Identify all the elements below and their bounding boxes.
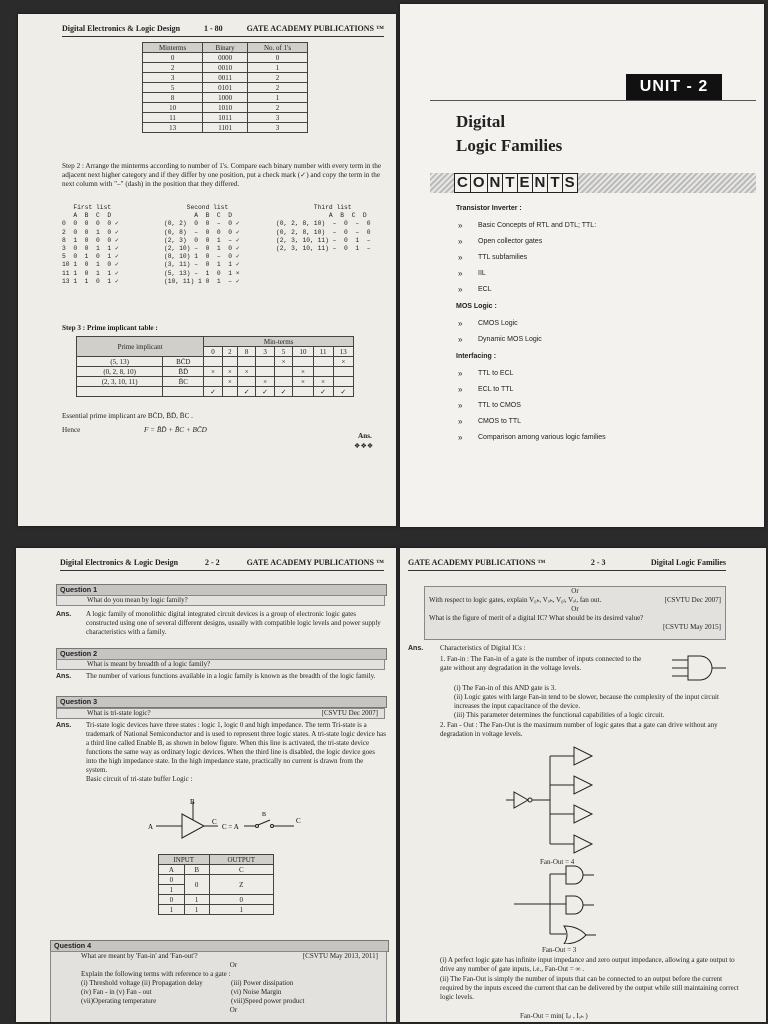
table-row: [143, 83, 308, 93]
buffer-gate: [574, 805, 592, 823]
fan-in-point-iii: (iii) This parameter determines the functional capabilities of a logic circuit.: [454, 711, 665, 719]
question-alt-a-source: [CSVTU Dec 2007]: [664, 596, 721, 604]
basic-circuit-caption: Basic circuit of tri-state buffer Logic :: [86, 775, 193, 783]
divider: [430, 100, 756, 101]
fan-in-definition: 1. Fan-in : The Fan-in of a gate is the number of inputs connected to the gate without any degradation in the voltage levels.: [440, 655, 642, 672]
toc-section-title: MOS Logic :: [456, 303, 497, 310]
pit-row: [77, 357, 354, 367]
contents-letter: E: [518, 173, 533, 193]
pit-mark: [313, 367, 333, 377]
third-list: Third list A B C D (0, 2, 8, 10) – 0 – 0 (0, 2, 8, 10) – 0 – 0 (2, 3, 10, 11) – 0 1 – (2, 3, 10, 11) – 0 1 –: [276, 204, 371, 253]
question-4-question: What are meant by 'Fan-in' and 'Fan-out'?: [81, 952, 198, 960]
pit-term: BC̄D: [163, 357, 204, 367]
toc-item: » TTL subfamilies: [456, 250, 756, 266]
enable-b-label: B: [190, 798, 195, 806]
switch-b-label: B: [262, 812, 267, 818]
pit-mark: ✓: [274, 387, 292, 397]
truth-cell: 0: [209, 895, 273, 905]
page-header: [408, 558, 726, 571]
header-book-title: Digital Electronics & Logic Design: [60, 558, 179, 567]
question-3-source: [CSVTU Dec 2007]: [321, 709, 378, 717]
header-page-number: 2 - 2: [204, 558, 220, 567]
toc-item: » Dynamic MOS Logic: [456, 332, 756, 348]
truth-subheader-row: [159, 865, 274, 875]
or-separator: Or: [571, 587, 579, 595]
table-cell: 0011: [203, 73, 248, 83]
contents-letter: O: [471, 173, 488, 193]
table-row: [143, 73, 308, 83]
pit-mark: [313, 357, 333, 367]
truth-cell: 1: [159, 905, 185, 915]
answer-label: Ans.: [56, 673, 72, 680]
truth-header-row: [159, 855, 274, 865]
column-header: Binary: [203, 43, 248, 53]
question-alt-b-source: [CSVTU May 2015]: [663, 623, 721, 631]
pit-mark: ✓: [204, 387, 222, 397]
answer-label-text: Ans.: [408, 645, 424, 652]
table-cell: 8: [143, 93, 203, 103]
contents-heading: [454, 173, 578, 193]
page-header: [60, 558, 384, 571]
fan-out-point-i: (i) A perfect logic gate has infinite input impedance and zero output impedance, allowing a gate output to drive any number of gate inputs, i.e., Fan-Out = ∞ .: [440, 956, 735, 973]
contents-letter: N: [488, 173, 504, 193]
answer-2: [56, 672, 386, 681]
pit-mark: [274, 367, 292, 377]
table-cell: 5: [143, 83, 203, 93]
pit-mark: ×: [222, 367, 237, 377]
page-2-3: [400, 548, 766, 1022]
table-row: [143, 103, 308, 113]
toc-item: » ECL to TTL: [456, 382, 756, 398]
pit-minterm-group: (5, 13): [77, 357, 163, 367]
pit-mark: ×: [237, 367, 255, 377]
question-1-bar: Question 1: [56, 584, 387, 596]
pit-mark: [237, 377, 255, 387]
pit-column: 2: [222, 347, 237, 357]
pit-mark: ×: [204, 367, 222, 377]
pit-header-row: [77, 337, 354, 347]
table-cell: 3: [248, 113, 308, 123]
answer-1: [56, 610, 386, 637]
characteristics-heading: Characteristics of Digital ICs :: [440, 644, 526, 652]
terms-column-2: [231, 979, 304, 1006]
ornament: ❖❖❖: [354, 442, 374, 450]
pit-minterm-group: (2, 3, 10, 11): [77, 377, 163, 387]
pit-column: 11: [313, 347, 333, 357]
pit-mark: ×: [333, 357, 353, 367]
toc-section-title: Transistor Inverter :: [456, 205, 522, 212]
final-formula: F = B̄D̄ + B̄C + BC̄D: [144, 426, 207, 434]
pit-column: 8: [237, 347, 255, 357]
table-cell: 1011: [203, 113, 248, 123]
or-separator-2: Or: [571, 605, 579, 613]
pit-minterm-group: [77, 387, 163, 397]
table-cell: 0: [143, 53, 203, 63]
table-cell: 0: [248, 53, 308, 63]
table-cell: 0101: [203, 83, 248, 93]
answer-2-text: The number of various functions available in a logic family is known as the breadth of the logic family.: [86, 672, 376, 680]
page-2-2: [16, 548, 396, 1022]
pit-mark: ×: [256, 377, 274, 387]
pit-mark: ×: [293, 367, 313, 377]
pit-term: B̄D̄: [163, 367, 204, 377]
table-cell: 1: [248, 63, 308, 73]
pit-term: B̄C: [163, 377, 204, 387]
fan-in-point-ii: (ii) Logic gates with large Fan-in tend to be slower, because the complexity of the input circuit increases the input capacitance of the device.: [454, 693, 719, 710]
pit-term: [163, 387, 204, 397]
header-page-number: 1 - 80: [203, 24, 223, 33]
question-4-source: [CSVTU May 2013, 2011]: [302, 952, 378, 960]
pit-mark: [256, 357, 274, 367]
pit-mark: [293, 387, 313, 397]
truth-row: [159, 875, 274, 885]
fan-out-point-ii: (ii) The Fan-Out is simply the number of inputs that can be connected to an output before the current required by the inputs exceed the current that can be delivered by the output while still maintaining correct logic levels.: [440, 975, 739, 1001]
contents-letter: C: [454, 173, 471, 193]
table-row: [143, 63, 308, 73]
question-2-text: What is meant by breadth of a logic family?: [56, 659, 385, 670]
switch-equation: C = A: [222, 823, 239, 831]
header-page-number: 2 - 3: [590, 558, 606, 567]
table-cell: 2: [248, 103, 308, 113]
fan-out-3-label: Fan-Out = 3: [542, 946, 577, 954]
page-1-80: [18, 14, 396, 526]
answer-label: Ans.: [56, 722, 72, 729]
fan-in-point-i: (i) The Fan-in of this AND gate is 3.: [454, 684, 556, 692]
pit-mark: [256, 367, 274, 377]
toc-item: » Basic Concepts of RTL and DTL; TTL:: [456, 218, 756, 234]
second-list: Second list A B C D (0, 2) 0 0 – 0 ✓ (0, 8) – 0 0 0 ✓ (2, 3) 0 0 1 – ✓ (2, 10) – 0 1 0 ✓ (8, 10) 1 0 – 0 ✓ (3, 11) – 0 1 1 ✓ (5, 13) – 1 0 1 × (10, 11) 1 0 1 – ✓: [164, 204, 240, 285]
question-4-text: [81, 952, 386, 961]
table-cell: 0010: [203, 63, 248, 73]
pit-mark: [333, 377, 353, 387]
question-3-question: What is tri-state logic?: [87, 709, 151, 717]
question-4-bar: Question 4: [50, 940, 389, 952]
truth-cell: 1: [159, 885, 185, 895]
essential-prime-text: Essential prime implicant are BC̄D, B̄D̄, B̄C .: [62, 412, 193, 420]
toc-item: » CMOS to TTL: [456, 414, 756, 430]
answer-3-text: Tri-state logic devices have three states : logic 1, logic 0 and high impedance. The term Tri-state is a trademark of National Semiconductor and is used to represent three logic states. A tri-state logic device has a third line called Enable B, as shown in below figure. When this line is activated, the tri-state device functions the same way as ordinary logic devices. When the third line is disabled, the logic device goes into the high impedance state. In the high impedance state, practically no current is drawn from the system.: [86, 721, 386, 774]
buffer-gate: [574, 835, 592, 853]
header-publisher: GATE ACADEMY PUBLICATIONS ™: [246, 558, 384, 567]
table-cell: 0000: [203, 53, 248, 63]
question-4-explain: Explain the following terms with reference to a gate :: [81, 970, 231, 978]
toc-item: » Comparison among various logic families: [456, 430, 756, 446]
fan-out-formula: Fan-Out = min( Iₒₗ , Iₒₕ ): [520, 1012, 588, 1020]
contents-letter: N: [533, 173, 549, 193]
answer-label: Ans.: [358, 432, 372, 440]
pit-mark: ×: [313, 377, 333, 387]
switch-output-c-label: C: [296, 817, 301, 825]
input-a-label: A: [148, 823, 154, 831]
pit-row: [77, 377, 354, 387]
question-alt-a-text: With respect to logic gates, explain V₀ₕ, Vₒₕ, V₀ₗ, Vₒₗ, fan out.: [429, 596, 602, 604]
contents-letter: S: [563, 173, 578, 193]
pit-column: 3: [256, 347, 274, 357]
pit-mark: [237, 357, 255, 367]
pit-row: [77, 367, 354, 377]
truth-subheader: B: [184, 865, 209, 875]
toc-item: » Open collector gates: [456, 234, 756, 250]
table-cell: 2: [248, 73, 308, 83]
table-cell: 11: [143, 113, 203, 123]
pit-header-prime: Prime implicant: [77, 337, 204, 357]
question-alt-b-text: What is the figure of merit of a digital IC? What should be its desired value?: [429, 614, 644, 622]
term-item: (vii)Operating temperature: [81, 997, 157, 1005]
question-1-text: What do you mean by logic family?: [56, 595, 385, 606]
fan-out-definition: 2. Fan - Out : The Fan-Out is the maximum number of logic gates that a gate can drive without any degradation in voltage levels.: [440, 721, 718, 738]
pit-mark: [222, 357, 237, 367]
page-header: [62, 24, 384, 37]
table-row: [143, 113, 308, 123]
fan-out-4-gates: [550, 747, 592, 853]
fan-out-3-diagram: [510, 864, 650, 944]
or-separator: Or: [229, 961, 238, 969]
table-cell: 1: [248, 93, 308, 103]
unit-badge: UNIT - 2: [626, 74, 722, 100]
truth-subheader: C: [209, 865, 273, 875]
term-item: (iii) Power dissipation: [231, 979, 294, 987]
output-c-label: C: [212, 818, 217, 826]
truth-header-output: OUTPUT: [209, 855, 273, 865]
and-gate-fan-in-diagram: [668, 654, 728, 682]
truth-row: [159, 895, 274, 905]
truth-cell: 0: [184, 875, 209, 895]
term-item: (vi) Noise Margin: [231, 988, 282, 996]
term-item: (iv) Fan - in (v) Fan - out: [81, 988, 152, 996]
toc-item: » TTL to CMOS: [456, 398, 756, 414]
pit-mark: [293, 357, 313, 367]
pit-column: 13: [333, 347, 353, 357]
term-item: (viii)Speed power product: [231, 997, 305, 1005]
toc-item: » ECL: [456, 282, 756, 298]
step-2-text: Step 2 : Arrange the minterms according to number of 1's. Compare each binary number with every term in the adjacent next higher category and if they differ by one position, put a check mark (✓) and copy the term in the next column with "–" (dash) in the position that they differed.: [62, 162, 382, 188]
chapter-title-line-2: Logic Families: [456, 136, 563, 155]
first-list: First list A B C D 0 0 0 0 0 ✓ 2 0 0 1 0 ✓ 8 1 0 0 0 ✓ 3 0 0 1 1 ✓ 5 0 1 0 1 ✓ 10 1 0 1 0 ✓ 11 1 0 1 1 ✓ 13 1 1 0 1 ✓: [62, 204, 119, 285]
table-cell: 2: [143, 63, 203, 73]
pit-column: 5: [274, 347, 292, 357]
table-cell: 3: [248, 123, 308, 133]
pit-mark: [204, 377, 222, 387]
unit-2-cover-page: [400, 4, 764, 527]
pit-mark: [274, 377, 292, 387]
pit-column: 0: [204, 347, 222, 357]
truth-cell: Z: [209, 875, 273, 895]
terms-column-1: [81, 979, 231, 1006]
truth-subheader: A: [159, 865, 185, 875]
pit-header-minterms: Min-terms: [204, 337, 354, 347]
hence-label: Hence: [62, 426, 81, 434]
header-chapter-title: Digital Logic Families: [650, 558, 726, 567]
question-alt-a: [429, 596, 721, 605]
fan-out-4-diagram: [500, 744, 660, 856]
pit-mark: [333, 367, 353, 377]
question-3-text: [56, 708, 385, 719]
table-row: [143, 93, 308, 103]
table-cell: 1000: [203, 93, 248, 103]
pit-mark: [222, 387, 237, 397]
answer-label: Ans.: [56, 611, 72, 618]
pit-mark: ✓: [333, 387, 353, 397]
tri-state-truth-table: [158, 854, 274, 915]
question-2-bar: Question 2: [56, 648, 387, 660]
or-separator-2: Or: [229, 1006, 238, 1014]
table-cell: 1010: [203, 103, 248, 113]
table-cell: 1101: [203, 123, 248, 133]
minterm-table: [142, 42, 308, 133]
pit-mark: ✓: [237, 387, 255, 397]
step-3-text: Step 3 : Prime implicant table :: [62, 324, 158, 332]
tri-state-buffer-diagram: [146, 796, 306, 846]
question-alt-box: [424, 586, 726, 640]
contents-letter: T: [548, 173, 562, 193]
truth-cell: 0: [159, 875, 185, 885]
toc-item: » CMOS Logic: [456, 316, 756, 332]
table-row: [143, 123, 308, 133]
buffer-gate: [574, 747, 592, 765]
table-cell: 10: [143, 103, 203, 113]
pit-mark: ✓: [256, 387, 274, 397]
table-cell: 2: [248, 83, 308, 93]
answer-1-text: A logic family of monolithic digital integrated circuit devices is a group of electronic logic gates constructed using one of several different designs, usually with compatible logic levels and power supply characteristics with a family.: [86, 610, 381, 636]
pit-column: 10: [293, 347, 313, 357]
table-cell: 3: [143, 73, 203, 83]
prime-implicant-table: [76, 336, 354, 397]
truth-row: [159, 905, 274, 915]
toc-item: » TTL to ECL: [456, 366, 756, 382]
truth-cell: 0: [159, 895, 185, 905]
column-header: No. of 1's: [248, 43, 308, 53]
pit-row: [77, 387, 354, 397]
toc-section-title: Interfacing :: [456, 353, 497, 360]
toc-item: » IIL: [456, 266, 756, 282]
header-publisher: GATE ACADEMY PUBLICATIONS ™: [246, 24, 384, 33]
pit-mark: ×: [274, 357, 292, 367]
contents-letter: T: [503, 173, 517, 193]
table-of-contents: [456, 200, 756, 446]
buffer-gate: [574, 776, 592, 794]
term-item: (i) Threshold voltage (ii) Propagation delay: [81, 979, 203, 987]
pit-mark: ✓: [313, 387, 333, 397]
answer-3: [56, 721, 386, 784]
table-cell: 13: [143, 123, 203, 133]
header-book-title: Digital Electronics & Logic Design: [62, 24, 181, 33]
truth-cell: 1: [184, 905, 209, 915]
question-3-bar: Question 3: [56, 696, 387, 708]
truth-cell: 1: [209, 905, 273, 915]
truth-header-input: INPUT: [159, 855, 210, 865]
table-row: [143, 53, 308, 63]
pit-mark: ×: [222, 377, 237, 387]
pit-mark: [204, 357, 222, 367]
pit-mark: ×: [293, 377, 313, 387]
header-publisher: GATE ACADEMY PUBLICATIONS ™: [408, 558, 546, 567]
fan-out-4-label: Fan-Out = 4: [540, 858, 575, 866]
answer-label: [408, 644, 423, 653]
pit-minterm-group: (0, 2, 8, 10): [77, 367, 163, 377]
column-header: Minterms: [143, 43, 203, 53]
question-4-box: [50, 951, 387, 1022]
truth-cell: 1: [184, 895, 209, 905]
chapter-title-line-1: Digital: [456, 112, 506, 131]
